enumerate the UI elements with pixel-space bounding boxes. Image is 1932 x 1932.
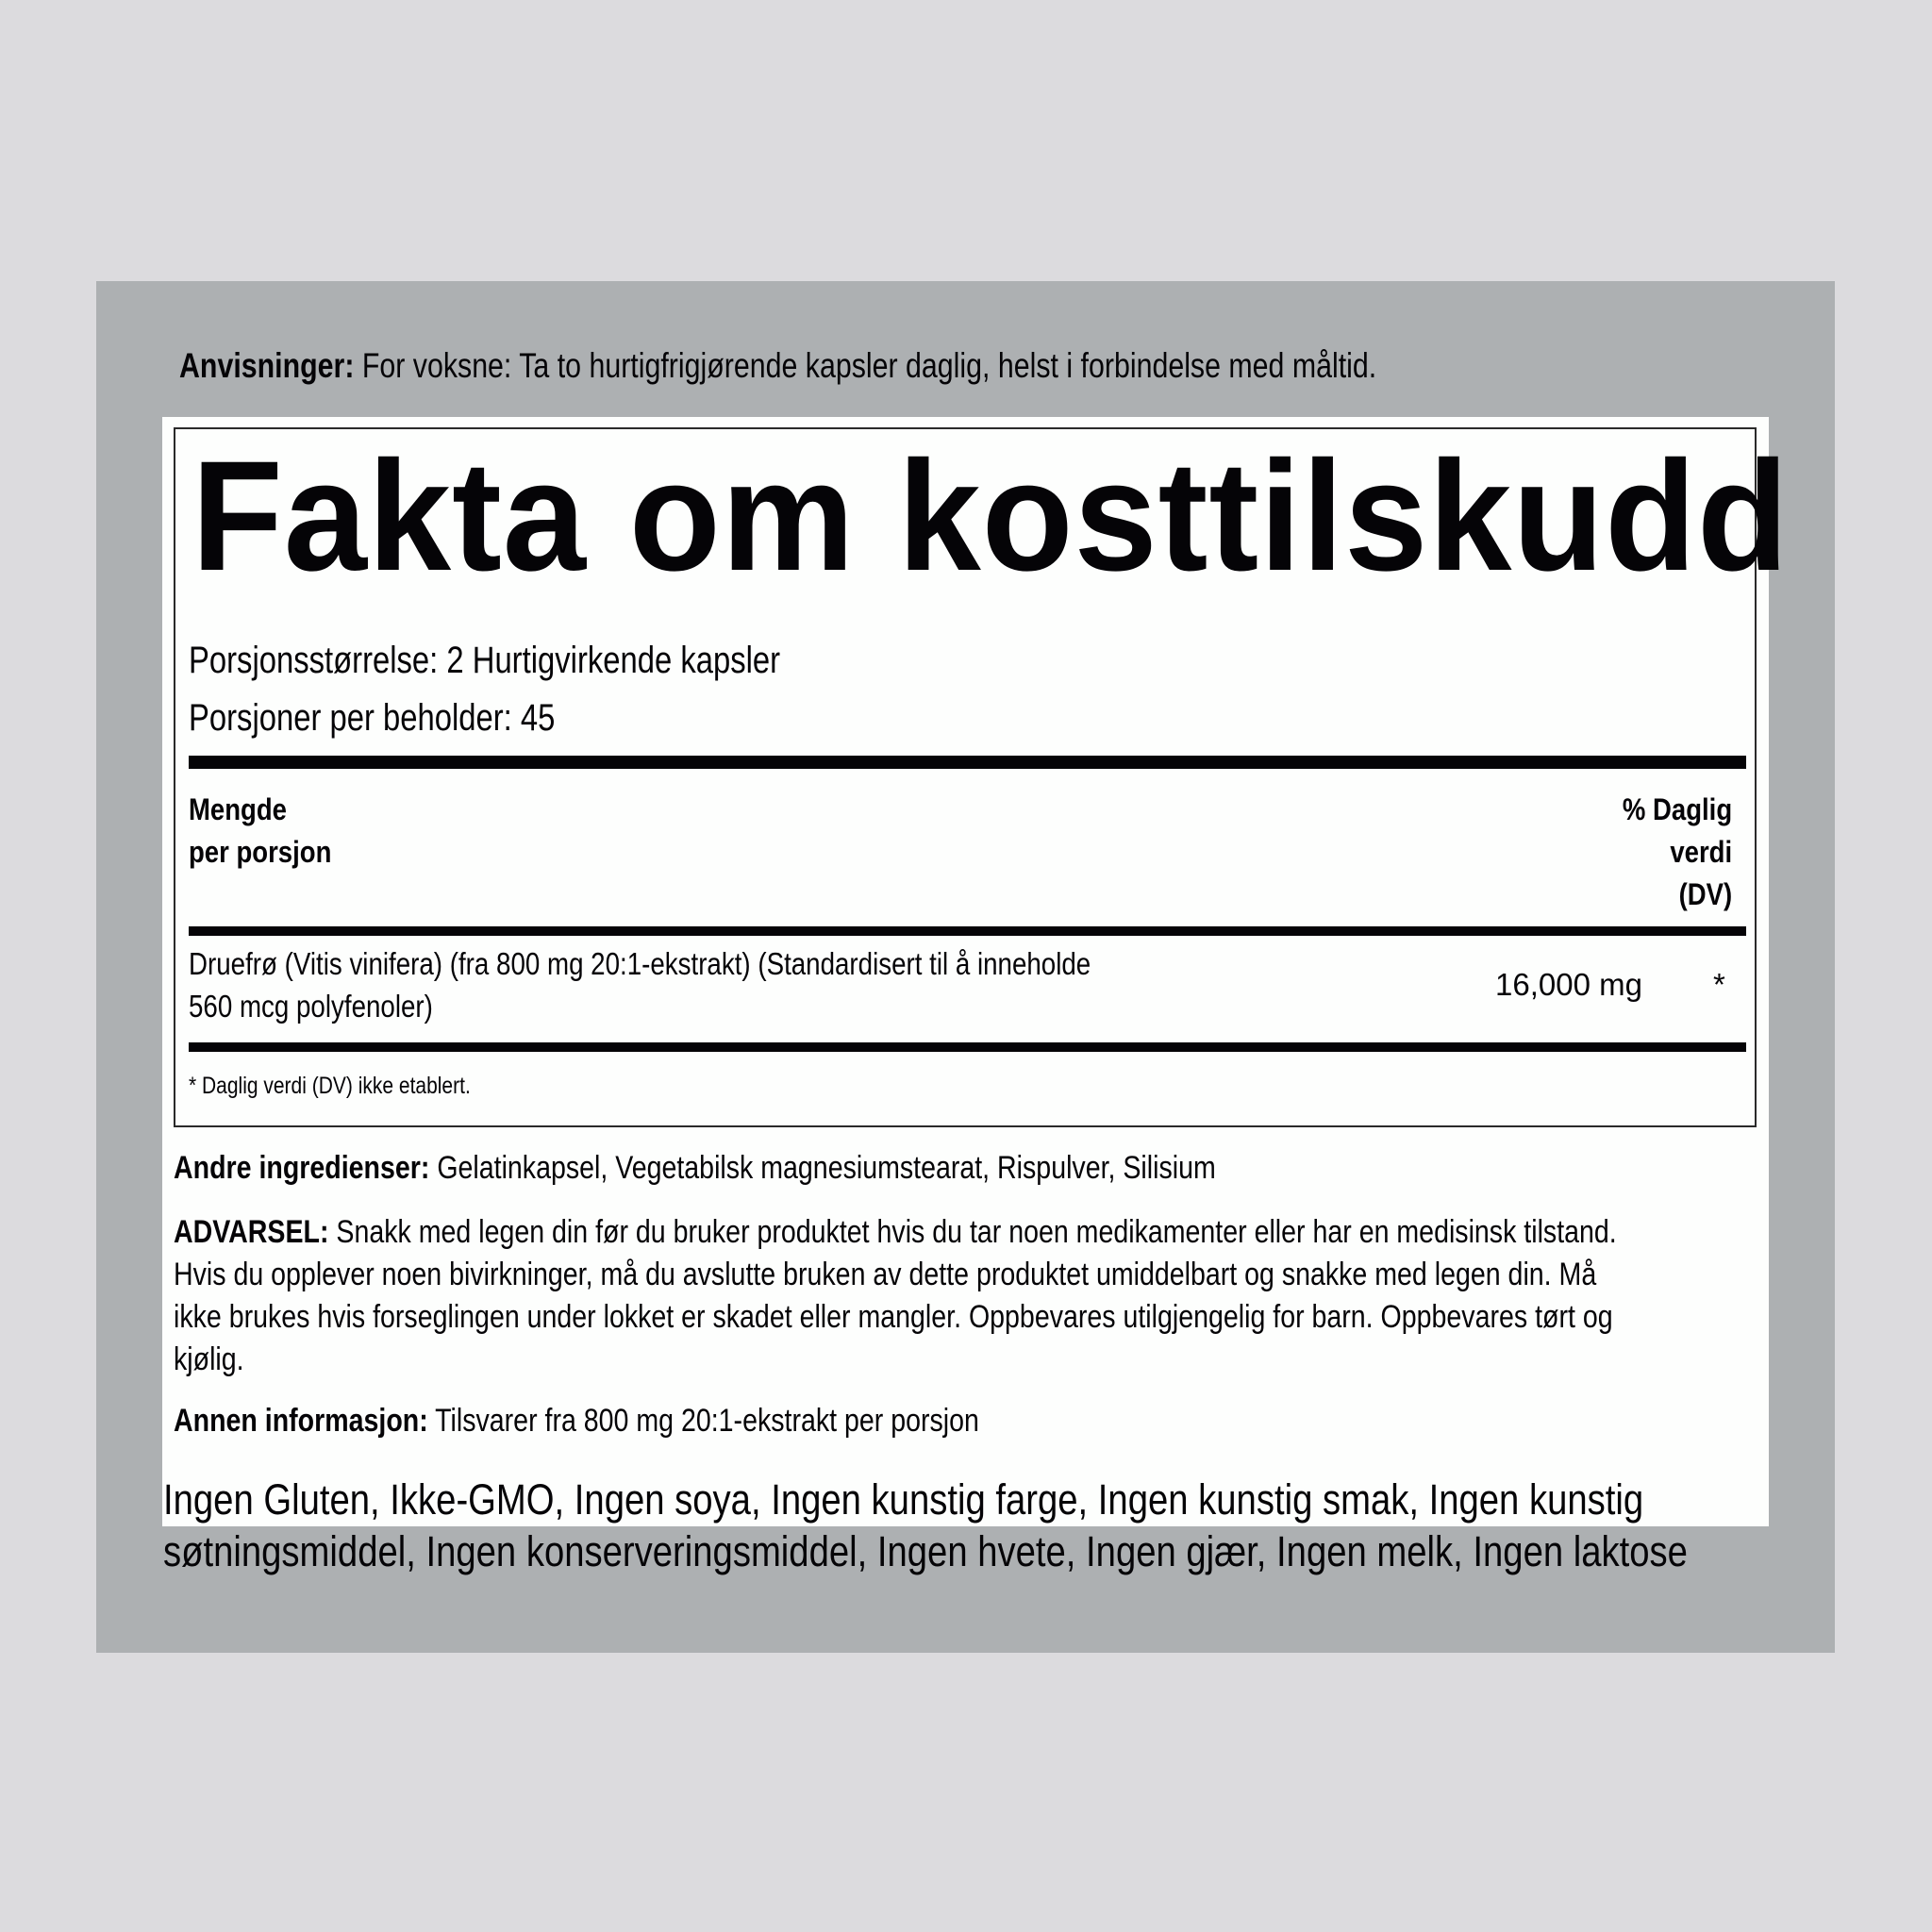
header-divider — [189, 926, 1746, 936]
other-ingredients-text: Gelatinkapsel, Vegetabilsk magnesiumstearat, Rispulver, Silisium — [429, 1150, 1216, 1186]
ingredient-amount: 16,000 mg — [1495, 967, 1642, 1002]
warning-line1: Snakk med legen din før du bruker produktet hvis du tar noen medikamenter eller har en medisinsk tilstand. — [328, 1214, 1617, 1250]
other-information-text: Tilsvarer fra 800 mg 20:1-ekstrakt per porsjon — [427, 1403, 979, 1439]
other-ingredients — [174, 1147, 1216, 1190]
ingredient-name — [189, 942, 1091, 1027]
servings-per-container: Porsjoner per beholder: 45 — [189, 697, 556, 739]
dv-header-line3: (DV) — [1678, 877, 1732, 911]
other-information-label: Annen informasjon: — [174, 1403, 428, 1439]
ingredient-name-line1: Druefrø (Vitis vinifera) (fra 800 mg 20:1-ekstrakt) (Standardisert til å inneholde — [189, 946, 1091, 981]
free-from-line2: søtningsmiddel, Ingen konserveringsmiddel, Ingen hvete, Ingen gjær, Ingen melk, Ingen laktose — [163, 1527, 1688, 1575]
amount-header-line2: per porsjon — [189, 835, 332, 869]
directions — [179, 345, 1376, 387]
warning-line4: kjølig. — [174, 1341, 244, 1377]
warning-line3: ikke brukes hvis forseglingen under lokket er skadet eller mangler. Oppbevares utilgjengelig for barn. Oppbevares tørt og — [174, 1299, 1613, 1335]
other-ingredients-label: Andre ingredienser: — [174, 1150, 430, 1186]
directions-label: Anvisninger: — [179, 346, 355, 385]
row-divider — [189, 1042, 1746, 1052]
dv-footnote: * Daglig verdi (DV) ikke etablert. — [189, 1073, 471, 1099]
other-information — [174, 1400, 979, 1442]
amount-header-line1: Mengde — [189, 792, 287, 826]
warning-line2: Hvis du opplever noen bivirkninger, må du avslutte bruken av dette produktet umiddelbart og snakke med legen din. Må — [174, 1257, 1597, 1292]
free-from-line1: Ingen Gluten, Ikke-GMO, Ingen soya, Ingen kunstig farge, Ingen kunstig smak, Ingen kunstig — [163, 1475, 1644, 1524]
facts-title: Fakta om kosttilskudd — [192, 429, 1790, 604]
supplement-facts-box — [174, 427, 1790, 1127]
daily-value-header — [1623, 789, 1732, 916]
warning-label: ADVARSEL: — [174, 1214, 329, 1250]
dv-header-line2: verdi — [1670, 835, 1732, 869]
ingredient-daily-value: * — [1713, 967, 1725, 1002]
directions-text: For voksne: Ta to hurtigfrigjørende kapsler daglig, helst i forbindelse med måltid. — [354, 346, 1377, 385]
dv-header-line1: % Daglig — [1622, 792, 1732, 826]
free-from-list — [163, 1474, 1688, 1577]
thick-divider — [189, 756, 1746, 769]
ingredient-name-line2: 560 mcg polyfenoler) — [189, 989, 433, 1024]
amount-per-serving-header — [189, 789, 331, 874]
warning — [174, 1211, 1617, 1381]
serving-size: Porsjonsstørrelse: 2 Hurtigvirkende kapsler — [189, 640, 781, 681]
